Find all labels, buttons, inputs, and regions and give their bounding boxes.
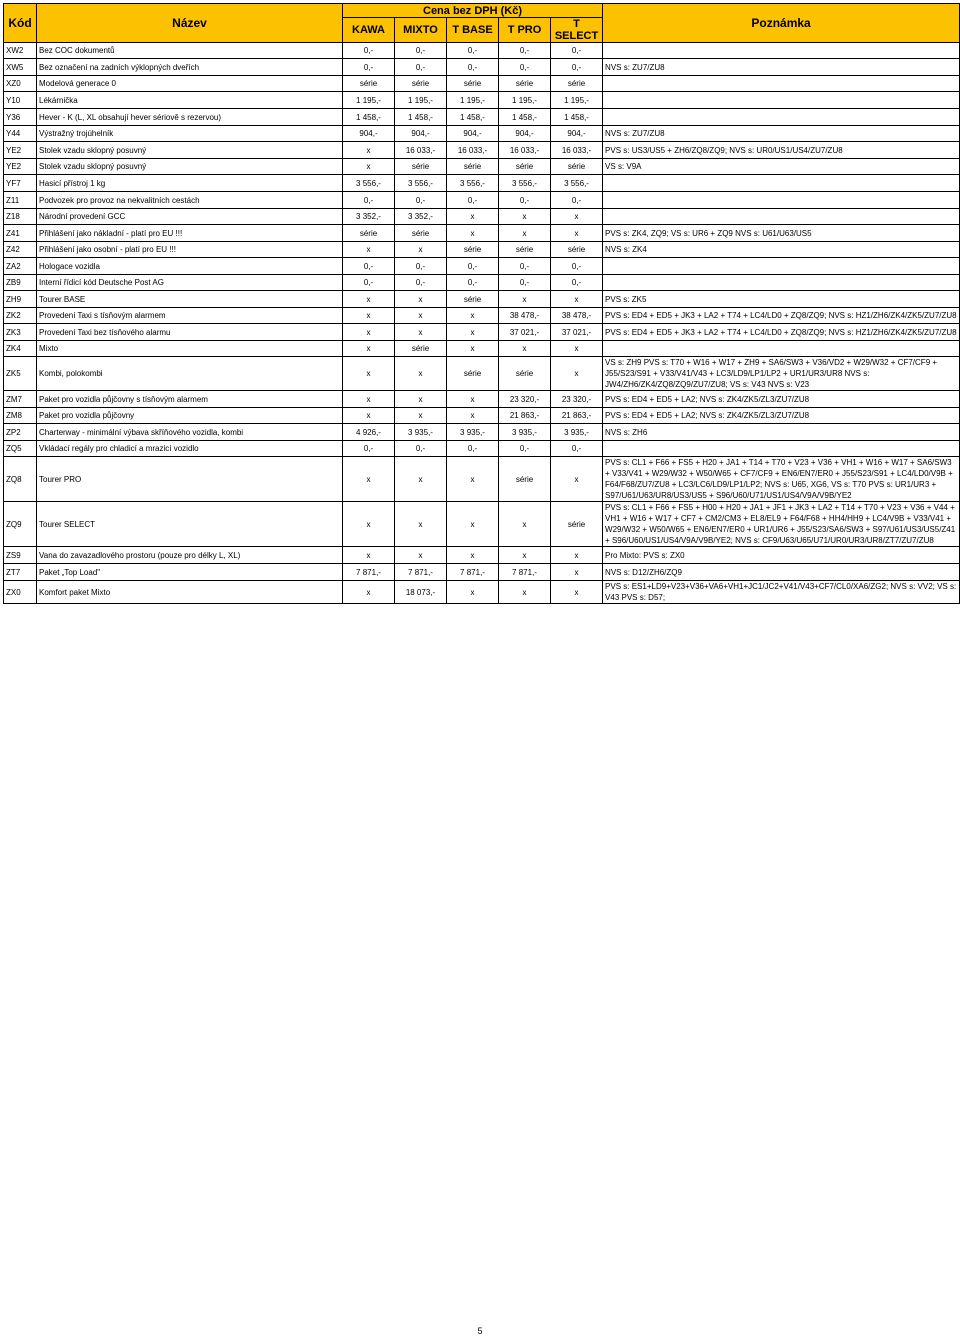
price-cell: série — [395, 159, 447, 175]
header-variant: KAWA — [343, 18, 395, 43]
price-cell: x — [447, 225, 499, 242]
price-cell: x — [551, 581, 603, 604]
option-note: PVS s: ED4 + ED5 + JK3 + LA2 + T74 + LC4/LD0 + ZQ8/ZQ9; NVS s: HZ1/ZH6/ZK4/ZK5/ZU7/ZU8 — [603, 324, 960, 341]
table-row — [4, 408, 960, 424]
option-name: Přihlášení jako nákladní - platí pro EU !!! — [37, 225, 343, 242]
price-cell: x — [551, 357, 603, 391]
option-name: Lékárnička — [37, 92, 343, 109]
option-name: Modelová generace 0 — [37, 76, 343, 92]
price-cell: x — [395, 391, 447, 408]
price-cell: 1 195,- — [447, 92, 499, 109]
option-code: Y10 — [4, 92, 37, 109]
price-cell: 0,- — [395, 192, 447, 209]
option-note — [603, 275, 960, 291]
price-cell: x — [343, 391, 395, 408]
table-row — [4, 126, 960, 142]
price-cell: 16 033,- — [551, 142, 603, 159]
price-cell: x — [447, 209, 499, 225]
header-variant: T PRO — [499, 18, 551, 43]
option-note: PVS s: ED4 + ED5 + LA2; NVS s: ZK4/ZK5/ZL3/ZU7/ZU8 — [603, 391, 960, 408]
table-row — [4, 175, 960, 192]
header-variant: T BASE — [447, 18, 499, 43]
option-note: NVS s: ZK4 — [603, 242, 960, 258]
option-name: Provedení Taxi bez tísňového alarmu — [37, 324, 343, 341]
price-cell: 0,- — [447, 43, 499, 59]
table-body — [4, 43, 960, 604]
table-row — [4, 391, 960, 408]
option-code: ZH9 — [4, 291, 37, 308]
table-row — [4, 59, 960, 76]
price-cell: série — [551, 502, 603, 547]
price-cell: 0,- — [395, 258, 447, 275]
option-note — [603, 92, 960, 109]
price-cell: 0,- — [447, 59, 499, 76]
table-row — [4, 357, 960, 391]
option-code: Z11 — [4, 192, 37, 209]
option-code: XZ0 — [4, 76, 37, 92]
price-cell: 4 926,- — [343, 424, 395, 441]
price-cell: 1 195,- — [395, 92, 447, 109]
price-cell: 38 478,- — [551, 308, 603, 324]
price-cell: 0,- — [447, 275, 499, 291]
table-row — [4, 341, 960, 357]
table-row — [4, 547, 960, 564]
price-cell: x — [551, 564, 603, 581]
option-name: Vana do zavazadlového prostoru (pouze pro délky L, XL) — [37, 547, 343, 564]
table-row — [4, 258, 960, 275]
price-cell: 1 195,- — [499, 92, 551, 109]
option-code: Z41 — [4, 225, 37, 242]
price-cell: série — [447, 159, 499, 175]
option-note: NVS s: D12/ZH6/ZQ9 — [603, 564, 960, 581]
price-cell: 0,- — [447, 192, 499, 209]
price-cell: 7 871,- — [395, 564, 447, 581]
option-code: ZT7 — [4, 564, 37, 581]
option-note: PVS s: ES1+LD9+V23+V36+VA6+VH1+JC1/JC2+V41/V43+CF7/CL0/XA6/ZG2; NVS s: VV2; VS s: V43 PVS s: D57; — [603, 581, 960, 604]
price-cell: x — [395, 242, 447, 258]
price-cell: 0,- — [447, 258, 499, 275]
table-row — [4, 564, 960, 581]
price-cell: 0,- — [343, 275, 395, 291]
option-name: Komfort paket Mixto — [37, 581, 343, 604]
option-code: ZS9 — [4, 547, 37, 564]
option-name: Podvozek pro provoz na nekvalitních cestách — [37, 192, 343, 209]
price-cell: x — [447, 341, 499, 357]
price-cell: 0,- — [551, 275, 603, 291]
page-number: 5 — [477, 1326, 483, 1336]
option-note: PVS s: ED4 + ED5 + LA2; NVS s: ZK4/ZK5/ZL3/ZU7/ZU8 — [603, 408, 960, 424]
table-row — [4, 242, 960, 258]
price-cell: x — [447, 502, 499, 547]
table-row — [4, 424, 960, 441]
price-cell: 1 195,- — [343, 92, 395, 109]
price-cell: 0,- — [395, 275, 447, 291]
table-row — [4, 192, 960, 209]
table-row — [4, 324, 960, 341]
price-cell: 3 556,- — [395, 175, 447, 192]
table-row — [4, 581, 960, 604]
price-cell: 3 556,- — [551, 175, 603, 192]
price-cell: 3 556,- — [447, 175, 499, 192]
option-name: Kombi, polokombi — [37, 357, 343, 391]
option-code: ZM8 — [4, 408, 37, 424]
price-cell: 7 871,- — [343, 564, 395, 581]
price-cell: x — [499, 291, 551, 308]
price-cell: 0,- — [343, 258, 395, 275]
price-cell: 904,- — [447, 126, 499, 142]
header-name: Název — [37, 4, 343, 43]
price-cell: 38 478,- — [499, 308, 551, 324]
option-name: Vkládací regály pro chladicí a mrazicí vozidlo — [37, 441, 343, 457]
price-cell: x — [447, 308, 499, 324]
option-name: Stolek vzadu sklopný posuvný — [37, 142, 343, 159]
price-cell: x — [395, 357, 447, 391]
table-row — [4, 109, 960, 126]
option-name: Paket pro vozidla půjčovny — [37, 408, 343, 424]
price-cell: x — [343, 457, 395, 502]
price-cell: 3 352,- — [343, 209, 395, 225]
price-cell: x — [395, 547, 447, 564]
option-code: ZQ8 — [4, 457, 37, 502]
price-cell: x — [447, 457, 499, 502]
price-cell: x — [551, 547, 603, 564]
header-variant: T SELECT — [551, 18, 603, 43]
option-name: Bez označení na zadních výklopných dveřích — [37, 59, 343, 76]
price-cell: 7 871,- — [499, 564, 551, 581]
header-price: Cena bez DPH (Kč) — [343, 4, 603, 18]
price-cell: série — [447, 242, 499, 258]
price-cell: x — [551, 225, 603, 242]
table-row — [4, 225, 960, 242]
table-row — [4, 92, 960, 109]
option-code: ZK5 — [4, 357, 37, 391]
price-cell: série — [395, 341, 447, 357]
option-code: Y36 — [4, 109, 37, 126]
price-cell: série — [447, 291, 499, 308]
option-name: Tourer SELECT — [37, 502, 343, 547]
price-cell: x — [343, 324, 395, 341]
price-cell: 0,- — [395, 43, 447, 59]
price-cell: x — [499, 225, 551, 242]
option-name: Hologace vozidla — [37, 258, 343, 275]
option-note: NVS s: ZU7/ZU8 — [603, 59, 960, 76]
option-note — [603, 341, 960, 357]
option-note: PVS s: ZK5 — [603, 291, 960, 308]
option-code: ZX0 — [4, 581, 37, 604]
price-cell: 0,- — [447, 441, 499, 457]
price-cell: 0,- — [499, 59, 551, 76]
price-cell: x — [551, 209, 603, 225]
price-cell: 0,- — [551, 192, 603, 209]
table-row — [4, 502, 960, 547]
price-cell: 0,- — [395, 59, 447, 76]
price-cell: 3 935,- — [499, 424, 551, 441]
price-cell: 3 935,- — [395, 424, 447, 441]
option-code: XW2 — [4, 43, 37, 59]
price-cell: 3 556,- — [499, 175, 551, 192]
price-cell: série — [395, 76, 447, 92]
price-cell: x — [343, 159, 395, 175]
price-cell: 904,- — [395, 126, 447, 142]
option-note — [603, 258, 960, 275]
price-cell: x — [447, 547, 499, 564]
price-cell: série — [499, 457, 551, 502]
header-code: Kód — [4, 4, 37, 43]
option-note — [603, 109, 960, 126]
option-code: ZB9 — [4, 275, 37, 291]
price-cell: série — [499, 159, 551, 175]
option-code: YF7 — [4, 175, 37, 192]
option-code: Z42 — [4, 242, 37, 258]
option-note: PVS s: US3/US5 + ZH6/ZQ8/ZQ9; NVS s: UR0/US1/US4/ZU7/ZU8 — [603, 142, 960, 159]
price-cell: x — [343, 308, 395, 324]
option-name: Tourer BASE — [37, 291, 343, 308]
option-name: Mixto — [37, 341, 343, 357]
price-cell: 0,- — [343, 59, 395, 76]
price-cell: 18 073,- — [395, 581, 447, 604]
option-name: Paket pro vozidla půjčovny s tísňovým alarmem — [37, 391, 343, 408]
option-name: Přihlášení jako osobní - platí pro EU !!! — [37, 242, 343, 258]
price-cell: 1 458,- — [343, 109, 395, 126]
price-cell: x — [395, 457, 447, 502]
price-cell: série — [499, 357, 551, 391]
option-code: Y44 — [4, 126, 37, 142]
price-cell: x — [395, 408, 447, 424]
price-cell: x — [395, 324, 447, 341]
price-cell: série — [343, 225, 395, 242]
price-cell: x — [499, 341, 551, 357]
price-cell: 0,- — [499, 258, 551, 275]
option-note: PVS s: CL1 + F66 + FS5 + H20 + JA1 + T14 + T70 + V23 + V36 + VH1 + W16 + W17 + SA6/SW3 + V33/V41 + W29/W32 + W50/W65 + CF7/CF9 + EN6/EN7/ER0 + J55/S23/S91 + LC4/LD0/V9B + F64/F68/ZU7/ZU8 + LC3/LC6/LD9/LP1/LP2; NVS s: U65, XG6, VS s: T70 PVS s: UR1/UR3 + S97/U61/U63/UR8/US3/US5 + S96/U60/U71/US1/US4/V9A/V9B/YE2 — [603, 457, 960, 502]
price-cell: 21 863,- — [551, 408, 603, 424]
price-cell: 16 033,- — [395, 142, 447, 159]
price-cell: 0,- — [499, 275, 551, 291]
price-cell: 3 935,- — [447, 424, 499, 441]
option-note — [603, 175, 960, 192]
option-name: Provedení Taxi s tísňovým alarmem — [37, 308, 343, 324]
option-name: Hasicí přístroj 1 kg — [37, 175, 343, 192]
price-cell: x — [343, 357, 395, 391]
price-cell: 23 320,- — [499, 391, 551, 408]
option-note: PVS s: ED4 + ED5 + JK3 + LA2 + T74 + LC4/LD0 + ZQ8/ZQ9; NVS s: HZ1/ZH6/ZK4/ZK5/ZU7/ZU8 — [603, 308, 960, 324]
option-name: Výstražný trojúhelník — [37, 126, 343, 142]
price-cell: x — [343, 408, 395, 424]
price-cell: 0,- — [343, 441, 395, 457]
table-row — [4, 142, 960, 159]
option-code: ZQ5 — [4, 441, 37, 457]
price-cell: série — [447, 357, 499, 391]
price-cell: série — [551, 242, 603, 258]
price-cell: série — [395, 225, 447, 242]
price-cell: x — [343, 581, 395, 604]
option-code: YE2 — [4, 159, 37, 175]
price-cell: série — [551, 76, 603, 92]
table-row — [4, 76, 960, 92]
price-cell: x — [343, 242, 395, 258]
option-note: VS s: ZH9 PVS s: T70 + W16 + W17 + ZH9 + SA6/SW3 + V36/VD2 + W29/W32 + CF7/CF9 + J55/S23/S91 + V33/V41/V43 + LC3/LD9/LP1/LP2 + UR1/UR3/UR8 NVS s: JW4/ZH6/ZK4/ZQ8/ZQ9/ZU7/ZU8; VS s: V43 NVS s: V23 — [603, 357, 960, 391]
price-cell: x — [395, 502, 447, 547]
price-cell: x — [343, 341, 395, 357]
option-code: ZK4 — [4, 341, 37, 357]
option-code: YE2 — [4, 142, 37, 159]
price-cell: 1 458,- — [551, 109, 603, 126]
option-note: PVS s: CL1 + F66 + FS5 + H00 + H20 + JA1 + JF1 + JK3 + LA2 + T14 + T70 + V23 + V36 + V44 + VH1 + W16 + W17 + CF7 + CM2/CM3 + EL8/EL9 + F64/F68 + HH4/HH9 + LC4/V9B + V33/V41 + W29/W32 + W50/W65 + EN6/EN7/ER0 + UR1/UR6 + J55/S23/SA6/SW3 + S97/U61/US3/US5/Z41 + S96/U60/US1/US4/V9A/V9B/YE2; NVS s: CF9/U63/U65/U71/UR0/UR3/UR8/ZT7/ZU7/ZU8 — [603, 502, 960, 547]
price-cell: x — [395, 308, 447, 324]
option-note: NVS s: ZU7/ZU8 — [603, 126, 960, 142]
price-cell: 16 033,- — [499, 142, 551, 159]
price-cell: 904,- — [551, 126, 603, 142]
price-cell: 16 033,- — [447, 142, 499, 159]
table-row — [4, 43, 960, 59]
price-cell: x — [499, 502, 551, 547]
table-row — [4, 441, 960, 457]
option-note: Pro Mixto: PVS s: ZX0 — [603, 547, 960, 564]
price-cell: x — [447, 408, 499, 424]
table-row — [4, 308, 960, 324]
price-cell: x — [499, 547, 551, 564]
option-name: Bez COC dokumentů — [37, 43, 343, 59]
price-cell: 904,- — [499, 126, 551, 142]
price-cell: 0,- — [395, 441, 447, 457]
price-cell: x — [343, 502, 395, 547]
option-code: ZA2 — [4, 258, 37, 275]
option-code: Z18 — [4, 209, 37, 225]
table-row — [4, 457, 960, 502]
price-cell: 21 863,- — [499, 408, 551, 424]
price-cell: série — [499, 76, 551, 92]
price-cell: série — [447, 76, 499, 92]
option-name: Paket „Top Load" — [37, 564, 343, 581]
price-cell: x — [343, 547, 395, 564]
option-name: Národní provedení GCC — [37, 209, 343, 225]
price-cell: x — [343, 291, 395, 308]
option-code: ZK2 — [4, 308, 37, 324]
price-cell: 3 352,- — [395, 209, 447, 225]
option-note — [603, 76, 960, 92]
option-note: NVS s: ZH6 — [603, 424, 960, 441]
price-cell: 904,- — [343, 126, 395, 142]
price-cell: 3 556,- — [343, 175, 395, 192]
price-cell: 0,- — [499, 192, 551, 209]
price-cell: x — [499, 209, 551, 225]
option-note: PVS s: ZK4, ZQ9; VS s: UR6 + ZQ9 NVS s: U61/U63/US5 — [603, 225, 960, 242]
price-cell: x — [395, 291, 447, 308]
price-cell: 37 021,- — [499, 324, 551, 341]
price-table — [3, 3, 960, 604]
option-name: Tourer PRO — [37, 457, 343, 502]
price-cell: 0,- — [499, 43, 551, 59]
price-cell: x — [499, 581, 551, 604]
price-cell: x — [551, 457, 603, 502]
price-cell: x — [343, 142, 395, 159]
price-cell: 0,- — [551, 258, 603, 275]
option-code: XW5 — [4, 59, 37, 76]
price-cell: 1 458,- — [395, 109, 447, 126]
price-cell: x — [447, 391, 499, 408]
header-note: Poznámka — [603, 4, 960, 43]
price-cell: 0,- — [499, 441, 551, 457]
price-cell: 7 871,- — [447, 564, 499, 581]
header-variant: MIXTO — [395, 18, 447, 43]
price-cell: série — [343, 76, 395, 92]
table-row — [4, 291, 960, 308]
option-code: ZM7 — [4, 391, 37, 408]
price-cell: 1 458,- — [499, 109, 551, 126]
option-note — [603, 209, 960, 225]
table-row — [4, 275, 960, 291]
price-cell: 0,- — [343, 192, 395, 209]
option-name: Hever - K (L, XL obsahují hever sériově s rezervou) — [37, 109, 343, 126]
price-cell: x — [447, 581, 499, 604]
price-cell: série — [551, 159, 603, 175]
price-cell: série — [499, 242, 551, 258]
option-code: ZP2 — [4, 424, 37, 441]
price-cell: x — [447, 324, 499, 341]
price-cell: x — [551, 291, 603, 308]
price-cell: 1 458,- — [447, 109, 499, 126]
price-cell: x — [551, 341, 603, 357]
option-note — [603, 192, 960, 209]
option-note: VS s: V9A — [603, 159, 960, 175]
option-note — [603, 43, 960, 59]
option-code: ZK3 — [4, 324, 37, 341]
price-cell: 1 195,- — [551, 92, 603, 109]
price-cell: 0,- — [551, 441, 603, 457]
price-cell: 37 021,- — [551, 324, 603, 341]
price-cell: 0,- — [343, 43, 395, 59]
option-name: Interní řídicí kód Deutsche Post AG — [37, 275, 343, 291]
option-note — [603, 441, 960, 457]
option-name: Charterway - minimální výbava skříňového vozidla, kombi — [37, 424, 343, 441]
price-cell: 3 935,- — [551, 424, 603, 441]
price-cell: 0,- — [551, 43, 603, 59]
table-row — [4, 159, 960, 175]
option-name: Stolek vzadu sklopný posuvný — [37, 159, 343, 175]
price-cell: 23 320,- — [551, 391, 603, 408]
price-cell: 0,- — [551, 59, 603, 76]
option-code: ZQ9 — [4, 502, 37, 547]
table-row — [4, 209, 960, 225]
